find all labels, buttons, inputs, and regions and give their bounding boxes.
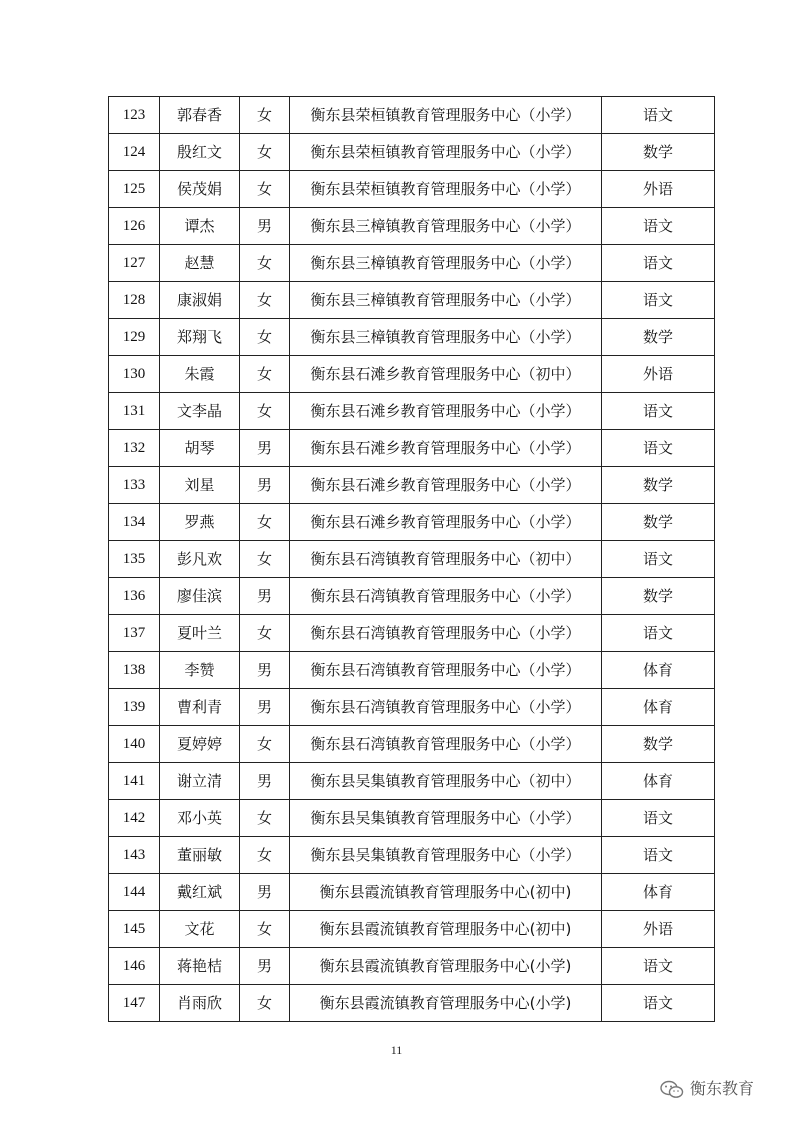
cell-name: 邓小英 (160, 800, 240, 837)
cell-unit: 衡东县荣桓镇教育管理服务中心（小学） (290, 171, 602, 208)
table-row (109, 911, 715, 948)
cell-name: 彭凡欢 (160, 541, 240, 578)
cell-name: 夏婷婷 (160, 726, 240, 763)
cell-gender: 女 (240, 985, 290, 1022)
cell-number: 130 (109, 356, 160, 393)
cell-subject: 语文 (602, 948, 715, 985)
cell-number: 134 (109, 504, 160, 541)
cell-subject: 体育 (602, 874, 715, 911)
cell-unit: 衡东县石滩乡教育管理服务中心（小学） (290, 504, 602, 541)
cell-name: 罗燕 (160, 504, 240, 541)
cell-unit: 衡东县霞流镇教育管理服务中心(小学) (290, 985, 602, 1022)
cell-name: 郭春香 (160, 97, 240, 134)
cell-gender: 男 (240, 578, 290, 615)
cell-name: 赵慧 (160, 245, 240, 282)
cell-unit: 衡东县石湾镇教育管理服务中心（小学） (290, 578, 602, 615)
cell-gender: 女 (240, 171, 290, 208)
cell-subject: 语文 (602, 393, 715, 430)
table-row (109, 282, 715, 319)
cell-number: 141 (109, 763, 160, 800)
cell-unit: 衡东县三樟镇教育管理服务中心（小学） (290, 208, 602, 245)
cell-name: 戴红斌 (160, 874, 240, 911)
cell-gender: 女 (240, 282, 290, 319)
table-row (109, 615, 715, 652)
cell-name: 朱霞 (160, 356, 240, 393)
cell-gender: 男 (240, 689, 290, 726)
table-row (109, 874, 715, 911)
cell-gender: 女 (240, 800, 290, 837)
cell-name: 康淑娟 (160, 282, 240, 319)
cell-number: 136 (109, 578, 160, 615)
cell-gender: 女 (240, 504, 290, 541)
cell-number: 139 (109, 689, 160, 726)
cell-unit: 衡东县石滩乡教育管理服务中心（初中） (290, 356, 602, 393)
cell-number: 142 (109, 800, 160, 837)
cell-name: 夏叶兰 (160, 615, 240, 652)
table-row (109, 467, 715, 504)
table-row (109, 504, 715, 541)
cell-name: 谢立清 (160, 763, 240, 800)
cell-number: 133 (109, 467, 160, 504)
cell-name: 曹利青 (160, 689, 240, 726)
cell-subject: 外语 (602, 911, 715, 948)
cell-subject: 语文 (602, 97, 715, 134)
cell-name: 郑翔飞 (160, 319, 240, 356)
cell-number: 126 (109, 208, 160, 245)
cell-gender: 男 (240, 874, 290, 911)
cell-gender: 女 (240, 615, 290, 652)
cell-name: 李赞 (160, 652, 240, 689)
cell-subject: 数学 (602, 504, 715, 541)
account-watermark (660, 1078, 770, 1102)
table-row (109, 726, 715, 763)
cell-gender: 男 (240, 208, 290, 245)
table-row (109, 208, 715, 245)
page-number: 11 (390, 1043, 403, 1057)
table-row (109, 97, 715, 134)
cell-number: 143 (109, 837, 160, 874)
cell-gender: 女 (240, 541, 290, 578)
cell-unit: 衡东县霞流镇教育管理服务中心(初中) (290, 874, 602, 911)
cell-unit: 衡东县荣桓镇教育管理服务中心（小学） (290, 134, 602, 171)
cell-number: 145 (109, 911, 160, 948)
cell-unit: 衡东县三樟镇教育管理服务中心（小学） (290, 319, 602, 356)
cell-subject: 语文 (602, 208, 715, 245)
roster-body (109, 97, 715, 1022)
table-row (109, 948, 715, 985)
table-row (109, 652, 715, 689)
cell-subject: 数学 (602, 578, 715, 615)
cell-subject: 外语 (602, 356, 715, 393)
cell-unit: 衡东县石滩乡教育管理服务中心（小学） (290, 393, 602, 430)
watermark-text: 衡东教育 (690, 1079, 755, 1098)
cell-unit: 衡东县三樟镇教育管理服务中心（小学） (290, 282, 602, 319)
cell-subject: 外语 (602, 171, 715, 208)
cell-gender: 男 (240, 652, 290, 689)
cell-name: 董丽敏 (160, 837, 240, 874)
cell-gender: 女 (240, 319, 290, 356)
cell-gender: 女 (240, 726, 290, 763)
cell-name: 侯茂娟 (160, 171, 240, 208)
cell-number: 123 (109, 97, 160, 134)
teacher-roster-table (108, 96, 715, 1022)
cell-gender: 女 (240, 97, 290, 134)
cell-gender: 男 (240, 430, 290, 467)
cell-subject: 语文 (602, 541, 715, 578)
cell-subject: 体育 (602, 652, 715, 689)
cell-subject: 数学 (602, 467, 715, 504)
cell-subject: 体育 (602, 763, 715, 800)
cell-unit: 衡东县石湾镇教育管理服务中心（小学） (290, 726, 602, 763)
cell-number: 128 (109, 282, 160, 319)
cell-number: 131 (109, 393, 160, 430)
cell-name: 蒋艳桔 (160, 948, 240, 985)
table-row (109, 171, 715, 208)
table-row (109, 763, 715, 800)
cell-number: 124 (109, 134, 160, 171)
cell-name: 肖雨欣 (160, 985, 240, 1022)
cell-subject: 语文 (602, 245, 715, 282)
cell-gender: 女 (240, 837, 290, 874)
cell-unit: 衡东县吴集镇教育管理服务中心（小学） (290, 837, 602, 874)
cell-gender: 男 (240, 467, 290, 504)
cell-unit: 衡东县石滩乡教育管理服务中心（小学） (290, 430, 602, 467)
cell-number: 129 (109, 319, 160, 356)
cell-unit: 衡东县霞流镇教育管理服务中心(小学) (290, 948, 602, 985)
table-row (109, 578, 715, 615)
table-row (109, 356, 715, 393)
table-row (109, 800, 715, 837)
table-row (109, 689, 715, 726)
cell-unit: 衡东县荣桓镇教育管理服务中心（小学） (290, 97, 602, 134)
cell-name: 廖佳滨 (160, 578, 240, 615)
cell-unit: 衡东县三樟镇教育管理服务中心（小学） (290, 245, 602, 282)
cell-subject: 数学 (602, 134, 715, 171)
cell-subject: 语文 (602, 615, 715, 652)
cell-unit: 衡东县吴集镇教育管理服务中心（小学） (290, 800, 602, 837)
cell-subject: 语文 (602, 837, 715, 874)
cell-subject: 语文 (602, 282, 715, 319)
cell-name: 殷红文 (160, 134, 240, 171)
cell-name: 文花 (160, 911, 240, 948)
cell-unit: 衡东县石滩乡教育管理服务中心（小学） (290, 467, 602, 504)
cell-number: 138 (109, 652, 160, 689)
cell-unit: 衡东县石湾镇教育管理服务中心（小学） (290, 652, 602, 689)
cell-number: 125 (109, 171, 160, 208)
wechat-icon (660, 1080, 684, 1100)
cell-subject: 语文 (602, 430, 715, 467)
table-row (109, 393, 715, 430)
cell-subject: 语文 (602, 985, 715, 1022)
cell-gender: 男 (240, 948, 290, 985)
cell-number: 147 (109, 985, 160, 1022)
cell-gender: 女 (240, 245, 290, 282)
cell-gender: 男 (240, 763, 290, 800)
table-row (109, 319, 715, 356)
cell-number: 146 (109, 948, 160, 985)
cell-gender: 女 (240, 134, 290, 171)
cell-gender: 女 (240, 393, 290, 430)
cell-number: 137 (109, 615, 160, 652)
cell-name: 文李晶 (160, 393, 240, 430)
table-row (109, 430, 715, 467)
cell-unit: 衡东县石湾镇教育管理服务中心（初中） (290, 541, 602, 578)
cell-unit: 衡东县吴集镇教育管理服务中心（初中） (290, 763, 602, 800)
cell-name: 刘星 (160, 467, 240, 504)
cell-unit: 衡东县霞流镇教育管理服务中心(初中) (290, 911, 602, 948)
table-row (109, 837, 715, 874)
cell-number: 127 (109, 245, 160, 282)
cell-unit: 衡东县石湾镇教育管理服务中心（小学） (290, 615, 602, 652)
table-row (109, 985, 715, 1022)
cell-number: 144 (109, 874, 160, 911)
cell-gender: 女 (240, 356, 290, 393)
cell-gender: 女 (240, 911, 290, 948)
cell-subject: 语文 (602, 800, 715, 837)
table-row (109, 134, 715, 171)
cell-subject: 数学 (602, 726, 715, 763)
cell-subject: 体育 (602, 689, 715, 726)
cell-subject: 数学 (602, 319, 715, 356)
table-row (109, 541, 715, 578)
table-row (109, 245, 715, 282)
cell-name: 谭杰 (160, 208, 240, 245)
cell-unit: 衡东县石湾镇教育管理服务中心（小学） (290, 689, 602, 726)
cell-number: 135 (109, 541, 160, 578)
cell-number: 140 (109, 726, 160, 763)
cell-number: 132 (109, 430, 160, 467)
cell-name: 胡琴 (160, 430, 240, 467)
